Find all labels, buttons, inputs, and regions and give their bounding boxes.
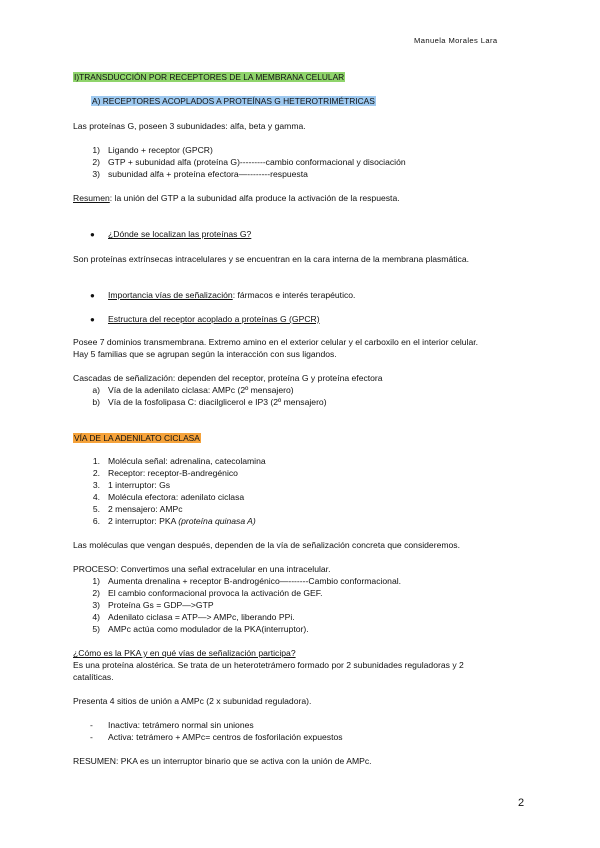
bullet-icon: ● [90, 291, 95, 300]
process-text: Adenilato ciclasa = ATP—> AMPc, liberando PPi. [108, 612, 295, 622]
process-number: 4) [92, 612, 100, 622]
step-number: 2) [92, 157, 100, 167]
state-dash: - [90, 720, 93, 730]
page-number: 2 [518, 797, 525, 809]
item-text-italic: (proteína quinasa A) [178, 516, 256, 526]
location-answer: Son proteínas extrínsecas intracelulares y se encuentran en la cara interna de la membrana plasmática. [73, 254, 470, 264]
item-text [108, 516, 256, 526]
process-text: El cambio conformacional provoca la activación de GEF. [108, 588, 323, 598]
bullet-icon: ● [90, 230, 95, 239]
item-text: 2 mensajero: AMPc [108, 504, 183, 514]
process-number: 2) [92, 588, 100, 598]
process-text: Proteína Gs = GDP—>GTP [108, 600, 214, 610]
item-text: Molécula efectora: adenilato ciclasa [108, 492, 245, 502]
item-number: 1. [92, 456, 100, 466]
binding-sites: Presenta 4 sitios de unión a AMPc (2 x subunidad reguladora). [73, 696, 312, 706]
question-location: ¿Dónde se localizan las proteínas G? [108, 229, 252, 239]
importance-text: : fármacos e interés terapéutico. [232, 290, 356, 300]
structure-label: Estructura del receptor acoplado a proteínas G (GPCR) [108, 314, 320, 324]
step-text: Ligando + receptor (GPCR) [108, 145, 213, 155]
final-summary: RESUMEN: PKA es un interruptor binario que se activa con la unión de AMPc. [73, 756, 372, 766]
item-number: 6. [92, 516, 100, 526]
structure-paragraph-2: Hay 5 familias que se agrupan según la interacción con sus ligandos. [73, 349, 337, 359]
state-text: Inactiva: tetrámero normal sin uniones [108, 720, 254, 730]
summary-paragraph [73, 193, 400, 203]
section-title: I)TRANSDUCCIÓN POR RECEPTORES DE LA MEMBRANA CELULAR [74, 72, 345, 82]
process-text: Aumenta drenalina + receptor B-androgénico—-------Cambio conformacional. [108, 576, 402, 586]
author-name: Manuela Morales Lara [414, 36, 498, 45]
cascades-intro: Cascadas de señalización: dependen del receptor, proteína G y proteína efectora [73, 373, 383, 383]
cascade-text: Vía de la fosfolipasa C: diacilglicerol e IP3 (2º mensajero) [108, 397, 327, 407]
structure-paragraph-1: Posee 7 dominios transmembrana. Extremo amino en el exterior celular y el carboxilo en el interior celular. [73, 337, 479, 347]
process-intro: PROCESO: Convertimos una señal extracelular en una intracelular. [73, 564, 331, 574]
item-number: 3. [92, 480, 100, 490]
process-number: 5) [92, 624, 100, 634]
item-number: 5. [92, 504, 100, 514]
cascade-text: Vía de la adenilato ciclasa: AMPc (2º mensajero) [108, 385, 294, 395]
item-text: 1 interruptor: Gs [108, 480, 171, 490]
step-number: 3) [92, 169, 100, 179]
step-text: subunidad alfa + proteína efectora—--------respuesta [108, 169, 308, 179]
importance-line [108, 290, 355, 300]
bullet-icon: ● [90, 315, 95, 324]
summary-text: : la unión del GTP a la subunidad alfa produce la activación de la respuesta. [109, 193, 400, 203]
question-pka: ¿Cómo es la PKA y en qué vías de señalización participa? [73, 648, 296, 658]
subsection-title: A) RECEPTORES ACOPLADOS A PROTEÍNAS G HETEROTRIMÉTRICAS [92, 96, 375, 106]
step-number: 1) [92, 145, 100, 155]
molecules-note: Las moléculas que vengan después, dependen de la vía de señalización concreta que consideremos. [73, 540, 460, 550]
item-number: 2. [92, 468, 100, 478]
intro-paragraph: Las proteínas G, poseen 3 subunidades: alfa, beta y gamma. [73, 121, 306, 131]
item-text: Molécula señal: adrenalina, catecolamina [108, 456, 266, 466]
summary-label: Resumen [73, 193, 110, 203]
process-text: AMPc actúa como modulador de la PKA(interruptor). [108, 624, 309, 634]
importance-label: Importancia vías de señalización [108, 290, 233, 300]
item-text: Receptor: receptor-B-andregénico [108, 468, 238, 478]
item-text-main: 2 interruptor: PKA [108, 516, 179, 526]
cascade-letter: a) [92, 385, 100, 395]
process-number: 1) [92, 576, 100, 586]
pka-paragraph-2: catalíticas. [73, 672, 114, 682]
pka-paragraph-1: Es una proteína alostérica. Se trata de un heterotetrámero formado por 2 subunidades reguladoras y 2 [73, 660, 464, 670]
section-title-adenilato: VÍA DE LA ADENILATO CICLASA [74, 433, 200, 443]
process-number: 3) [92, 600, 100, 610]
step-text: GTP + subunidad alfa (proteína G)---------cambio conformacional y disociación [108, 157, 406, 167]
cascade-letter: b) [92, 397, 100, 407]
state-dash: - [90, 732, 93, 742]
item-number: 4. [92, 492, 100, 502]
state-text: Activa: tetrámero + AMPc= centros de fosforilación expuestos [108, 732, 343, 742]
